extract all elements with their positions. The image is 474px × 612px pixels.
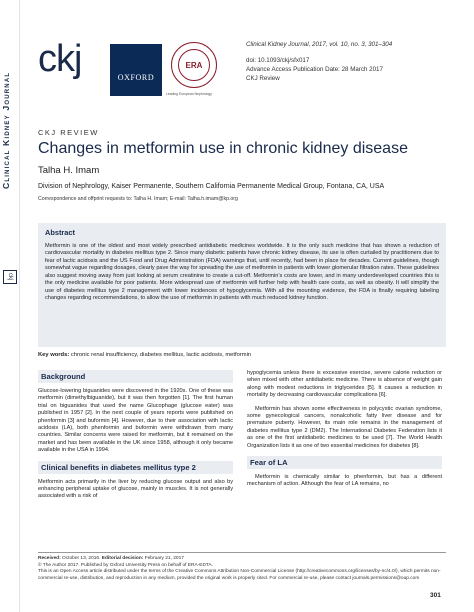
abstract-text: Metformin is one of the oldest and most widely prescribed antidiabetic medicines worldwide. It is the only such medicine that has shown a reduction of cardiovascular mortality in diabetes mellitus type 2. Since many diabetic patients have chronic kidney disease, its use is often curtailed by practitioners due to fear of lactic acidosis and the US Food and Drug Administration (FDA) warnings that, until recently, had been in place for decades. Current guidelines, though somewhat vague regarding dosages, clearly pave the way for spreading the use of metformin in patients with lower glomerular filtration rates. These guidelines also suggest moving away from just looking at serum creatinine to create a cut-off. Metformin’s costs are lower, and in many underdeveloped countries this is the only medicine available for poor patients. More widespread use of metformin will further help with health care costs, as well as obesity. It will simplify the use of diabetes mellitus type 2 management with lower incidences of hypoglycemia. With all the mounting evidence, the FDA is finally requiring labeling changes regarding recommendations, to allow the use of metformin in patients with much reduced kidney function. <box>45 243 439 302</box>
header-logos <box>38 38 212 98</box>
keywords <box>38 352 446 358</box>
article-type: CKJ Review <box>246 75 280 82</box>
journal-info <box>246 40 392 83</box>
ckj-logo: ckj <box>38 38 82 80</box>
sidebar-ckj-mark: ckj <box>3 270 17 284</box>
oxford-logo <box>110 44 162 96</box>
era-seal-icon <box>171 42 217 88</box>
fear-paragraph: Metformin is chemically similar to phenformin, but has a different mechanism of action. Although the fear of LA remains, no <box>247 474 442 488</box>
decision-date: February 21, 2017 <box>144 556 184 561</box>
right-paragraph-1: hypoglycemia unless there is excessive exercise, severe calorie reduction or when mixed with other antidiabetic medicine. There is absence of weight gain along with modest reductions in triglycerides [5]. It causes a reduction in mortality by decreasing cardiovascular complications [6]. <box>247 370 442 399</box>
received-date: October 13, 2016. <box>62 556 101 561</box>
author-affiliation: Division of Nephrology, Kaiser Permanente, Southern California Permanente Medical Group, Fontana, CA, USA <box>38 183 385 190</box>
access-date: Advance Access Publication Date: 28 March 2017 <box>246 66 383 73</box>
era-seal-text: ERA <box>178 49 210 81</box>
side-band <box>0 0 20 612</box>
dates-line <box>38 556 446 563</box>
page-number: 301 <box>430 592 441 599</box>
section-label: CKJ REVIEW <box>38 128 99 137</box>
footer <box>38 552 446 582</box>
keywords-label: Key words: <box>38 352 70 358</box>
correspondence: Correspondence and offprint requests to: Talha H. Imam; E-mail: Talha.h.imam@kp.org <box>38 196 238 202</box>
keywords-text: chronic renal insufficiency, diabetes mellitus, lactic acidosis, metformin <box>70 352 252 358</box>
sidebar-journal-name: Clinical Kidney Journal <box>1 71 11 189</box>
copyright-line: © The Author 2017. Published by Oxford University Press on behalf of ERA-EDTA. <box>38 562 214 568</box>
era-seal-caption: Leading European Nephrology <box>166 92 212 96</box>
background-paragraph: Glucose-lowering biguanides were discovered in the 1920s. One of these was metformin (dimethylbiguanide), but it was then forgotten [1]. The first human trial on biguanides that used the name Glucophage (glucose eater) was published in 1957 [2]. In the next couple of years reports were published on phenformin [3] and buformin [4]. However, due to their association with lactic acidosis (LA), both phenformin and buformin were withdrawn from many countries. Similar concerns were raised for metformin, but it remained on the market and has been available in the UK since 1958, although it only became available in the USA in 1994. <box>38 388 233 454</box>
oxford-logo-text: OXFORD <box>117 73 155 82</box>
section-heading-clinical-benefits: Clinical benefits in diabetes mellitus type 2 <box>38 461 233 474</box>
abstract-box <box>38 223 446 347</box>
decision-label: Editorial decision: <box>101 556 144 561</box>
license-text: This is an Open Access article distributed under the terms of the Creative Commons Attribution Non-Commercial License (http://creativecommons.org/licenses/by-nc/4.0/), which permits non-commercial re-use, distribution, and reproduction in any medium, provided the original work is properly cited. For commercial re-use, please contact journals.permissions@oup.com <box>38 569 441 581</box>
section-heading-fear-of-la: Fear of LA <box>247 456 442 469</box>
body-column-right <box>247 370 442 495</box>
received-label: Received: <box>38 556 61 561</box>
right-paragraph-2: Metformin has shown some effectiveness in polycystic ovarian syndrome, some gynecological cancers, nonalcoholic fatty liver disease and for premature puberty. However, its main role remains in the management of diabetes mellitus type 2 (DM2). The International Diabetes Federation lists it as one of the first antidiabetic medicines to be used [7]. The World Health Organization lists it as one of two essential medicines for diabetes [8]. <box>247 405 442 449</box>
abstract-heading: Abstract <box>45 228 75 237</box>
clinical-paragraph: Metformin acts primarily in the liver by reducing glucose output and also by enhancing peripheral uptake of glucose, mainly in muscles. It is not generally associated with a risk of <box>38 478 233 500</box>
doi[interactable]: doi: 10.1093/ckj/sfx017 <box>246 57 310 64</box>
section-heading-background: Background <box>38 370 233 383</box>
body-column-left <box>38 370 233 507</box>
journal-citation: Clinical Kidney Journal, 2017, vol. 10, no. 3, 301–304 <box>246 41 393 48</box>
article-title: Changes in metformin use in chronic kidney disease <box>38 140 408 157</box>
author-name: Talha H. Imam <box>38 165 100 176</box>
